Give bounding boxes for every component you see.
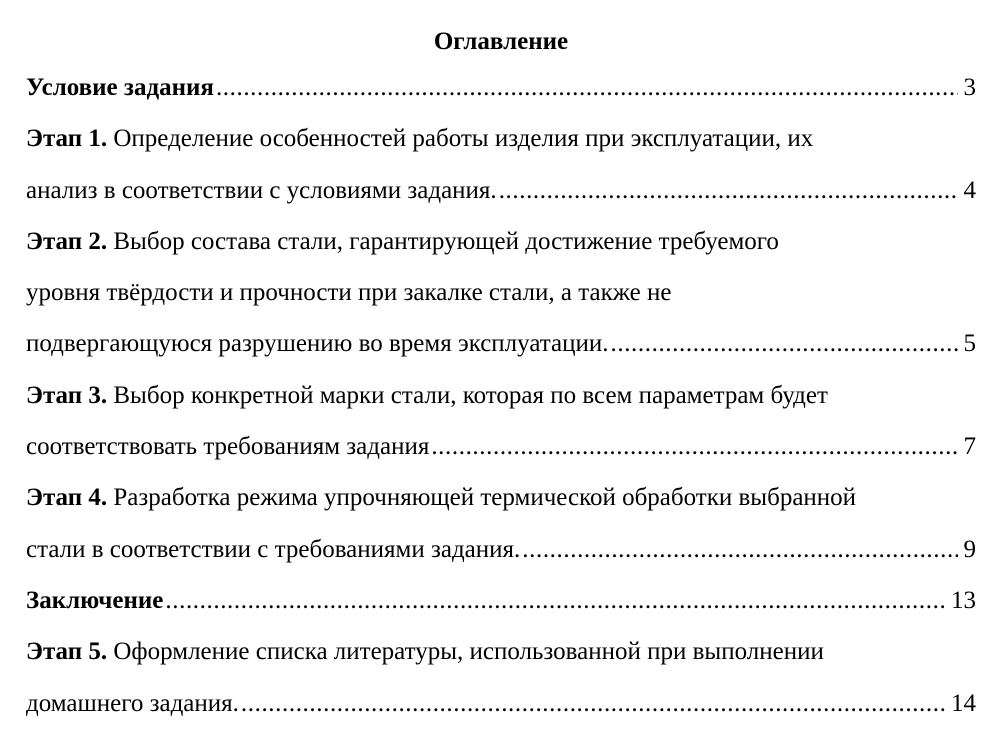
toc-entry-line <box>26 524 976 575</box>
toc-entries <box>26 62 976 729</box>
toc-entry-heading: Этап 2. <box>26 227 108 255</box>
toc-entry-line <box>26 62 976 113</box>
toc-entry-text <box>26 62 214 113</box>
toc-entry-line <box>26 472 976 523</box>
toc-entry-line <box>26 113 976 164</box>
dot-leader <box>611 318 958 369</box>
page-number: 13 <box>951 586 976 614</box>
toc-entry-description: домашнего задания. <box>26 689 239 717</box>
toc-entry-text <box>26 279 672 306</box>
dot-leader <box>216 62 958 113</box>
toc-entry[interactable] <box>26 216 976 370</box>
toc-entry-description: анализ в соответствии с условиями задания. <box>26 176 497 204</box>
dot-leader <box>165 575 945 626</box>
toc-entry-description: подвергающуюся разрушению во время эксплуатации. <box>26 330 609 358</box>
toc-entry[interactable] <box>26 62 976 113</box>
toc-entry-line <box>26 165 976 216</box>
toc-entry-text <box>26 125 813 152</box>
toc-entry-description: Определение особенностей работы изделия при эксплуатации, их <box>107 125 814 153</box>
toc-entry-line <box>26 626 976 677</box>
table-of-contents <box>26 22 976 729</box>
toc-entry-text <box>26 382 828 409</box>
page-number: 14 <box>951 689 976 717</box>
dot-leader <box>499 165 958 216</box>
page-number: 7 <box>963 433 976 461</box>
toc-entry-text <box>26 638 824 665</box>
page-number: 9 <box>963 535 976 563</box>
toc-entry[interactable] <box>26 472 976 575</box>
toc-entry-text <box>26 421 429 472</box>
toc-entry-heading: Заключение <box>26 586 164 614</box>
toc-entry-line <box>26 575 976 626</box>
toc-entry-line <box>26 678 976 729</box>
toc-entry-description: уровня твёрдости и прочности при закалке стали, а также не <box>26 279 672 307</box>
toc-entry-text <box>26 165 497 216</box>
page-number: 4 <box>963 176 976 204</box>
toc-entry-heading: Этап 1. <box>26 125 108 153</box>
toc-entry-description: Оформление списка литературы, использованной при выполнении <box>107 638 824 666</box>
toc-entry-description: стали в соответствии с требованиями задания. <box>26 535 521 563</box>
dot-leader <box>522 524 957 575</box>
toc-entry-text <box>26 318 609 369</box>
page-number: 5 <box>963 330 976 358</box>
toc-entry[interactable] <box>26 575 976 626</box>
toc-title: Оглавление <box>433 28 569 55</box>
toc-entry[interactable] <box>26 113 976 216</box>
toc-entry-text <box>26 228 779 255</box>
toc-entry-line <box>26 267 976 318</box>
toc-entry-line <box>26 318 976 369</box>
toc-entry-line <box>26 216 976 267</box>
toc-entry-text <box>26 524 520 575</box>
toc-entry-heading: Этап 4. <box>26 484 108 512</box>
toc-entry-description: Выбор состава стали, гарантирующей достижение требуемого <box>107 227 779 255</box>
toc-entry-heading: Этап 3. <box>26 381 108 409</box>
toc-entry-heading: Этап 5. <box>26 638 108 666</box>
toc-entry-text <box>26 678 239 729</box>
toc-entry[interactable] <box>26 626 976 729</box>
toc-entry-description: соответствовать требованиям задания <box>26 433 430 461</box>
toc-entry-description: Выбор конкретной марки стали, которая по всем параметрам будет <box>107 381 828 409</box>
toc-entry[interactable] <box>26 370 976 473</box>
toc-entry-description: Разработка режима упрочняющей термической обработки выбранной <box>107 484 857 512</box>
toc-entry-text <box>26 484 856 511</box>
toc-entry-heading: Условие задания <box>26 74 214 101</box>
toc-entry-line <box>26 370 976 421</box>
toc-entry-line <box>26 421 976 472</box>
dot-leader <box>241 678 945 729</box>
dot-leader <box>431 421 957 472</box>
page-number: 3 <box>963 74 976 101</box>
toc-entry-text <box>26 575 163 626</box>
